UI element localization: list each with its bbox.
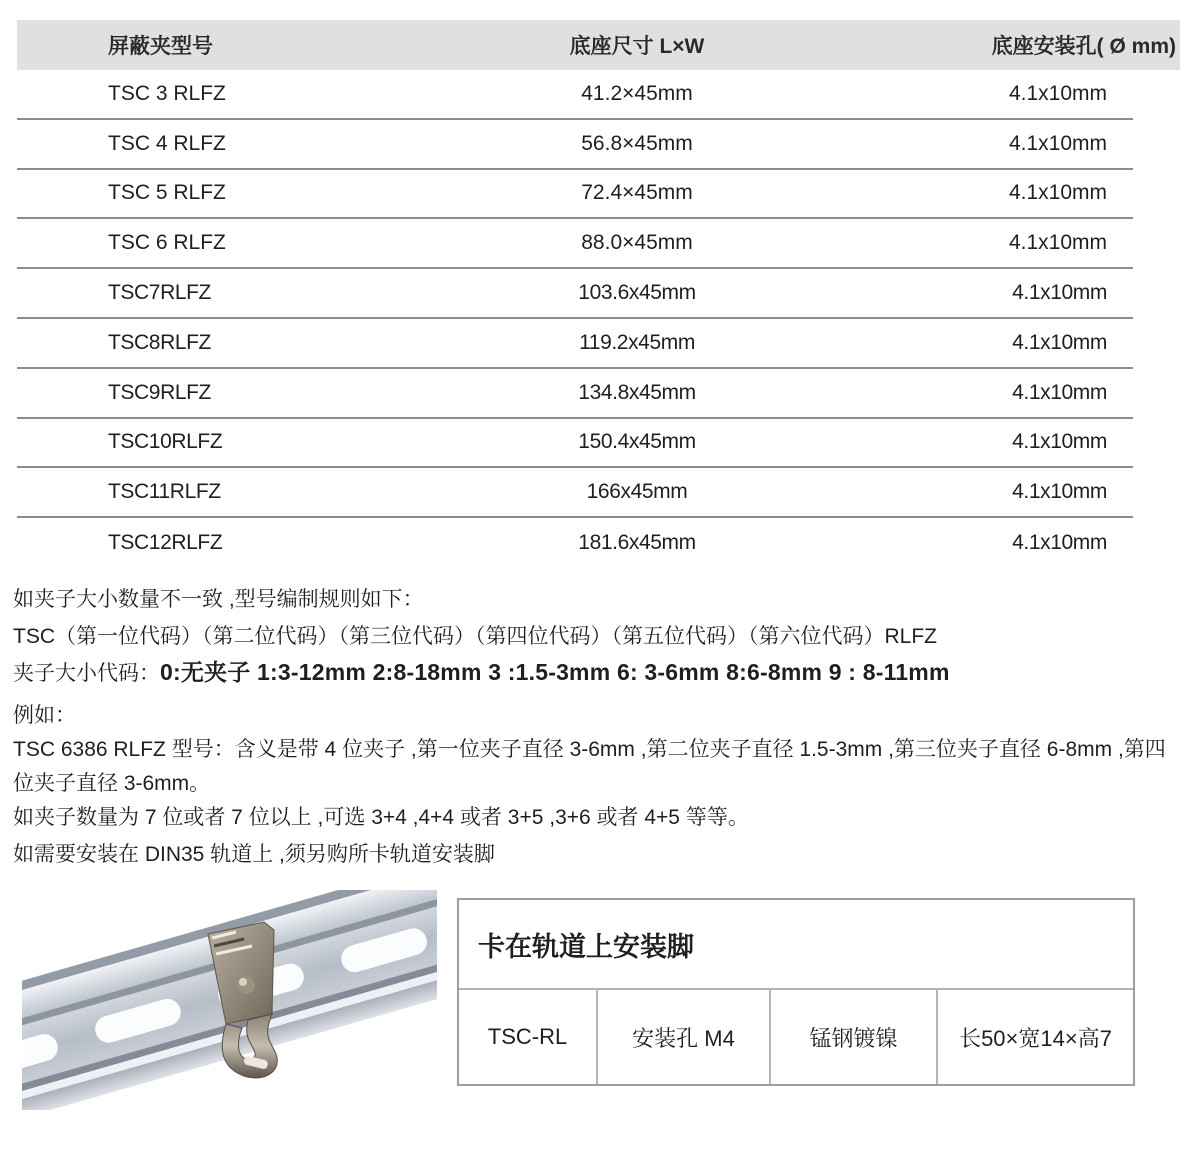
model-cell: TSC10RLFZ: [108, 430, 223, 454]
size-cell: 88.0×45mm: [581, 231, 693, 255]
rail-material-cell: 锰钢镀镍: [769, 990, 936, 1084]
model-cell: TSC12RLFZ: [108, 531, 223, 555]
size-cell: 119.2x45mm: [579, 330, 695, 354]
size-codes-label: 夹子大小代码：: [13, 662, 160, 685]
size-cell: 150.4x45mm: [578, 430, 696, 454]
rail-hole-cell: 安装孔 M4: [596, 990, 769, 1084]
hole-cell: 4.1x10mm: [1012, 330, 1107, 354]
header-size: 底座尺寸 L×W: [569, 35, 705, 58]
table-row: [17, 170, 1133, 220]
note-example-label: 例如：: [13, 704, 76, 727]
size-cell: 181.6x45mm: [578, 531, 696, 555]
model-cell: TSC11RLFZ: [108, 480, 221, 504]
hole-cell: 4.1x10mm: [1012, 281, 1107, 305]
spec-table-header: [17, 20, 1180, 70]
size-cell: 72.4×45mm: [581, 181, 693, 205]
table-row: [17, 518, 1133, 568]
model-cell: TSC8RLFZ: [108, 330, 211, 354]
table-row: [17, 70, 1133, 120]
model-cell: TSC 5 RLFZ: [108, 181, 226, 205]
table-row: [17, 120, 1133, 170]
model-cell: TSC 6 RLFZ: [108, 231, 226, 255]
table-row: [17, 269, 1133, 319]
hole-cell: 4.1x10mm: [1008, 181, 1107, 205]
hole-cell: 4.1x10mm: [1012, 480, 1107, 504]
din-rail-illustration: [22, 890, 437, 1110]
note-rule-intro: 如夹子大小数量不一致 ,型号编制规则如下：: [13, 588, 424, 611]
table-row: [17, 319, 1133, 369]
size-cell: 41.2×45mm: [581, 81, 693, 105]
size-codes-values: 0:无夹子 1:3-12mm 2:8-18mm 3 :1.5-3mm 6: 3-6mm 8:6-8mm 9 : 8-11mm: [160, 659, 950, 685]
note-quantity-rule: 如夹子数量为 7 位或者 7 位以上 ,可选 3+4 ,4+4 或者 3+5 ,3+6 或者 4+5 等等。: [13, 806, 749, 829]
table-row: [17, 219, 1133, 269]
note-example-line2: 位夹子直径 3-6mm。: [13, 772, 211, 795]
model-cell: TSC 3 RLFZ: [108, 81, 226, 105]
model-cell: TSC 4 RLFZ: [108, 131, 226, 155]
hole-cell: 4.1x10mm: [1008, 231, 1107, 255]
table-row: [17, 419, 1133, 469]
size-cell: 134.8x45mm: [578, 380, 696, 404]
note-din-rail: 如需要安装在 DIN35 轨道上 ,须另购所卡轨道安装脚: [13, 843, 495, 866]
table-row: [17, 369, 1133, 419]
size-cell: 166x45mm: [586, 480, 688, 504]
header-hole: 底座安装孔( Ø mm): [991, 35, 1176, 58]
rail-dimensions-cell: 长50×宽14×高7: [936, 990, 1133, 1084]
note-code-pattern: TSC（第一位代码）（第二位代码）（第三位代码）（第四位代码）（第五位代码）（第六位代码）RLFZ: [13, 625, 937, 648]
model-cell: TSC7RLFZ: [108, 281, 211, 305]
hole-cell: 4.1x10mm: [1008, 81, 1107, 105]
rail-foot-table: [457, 898, 1135, 1086]
header-model: 屏蔽夹型号: [108, 35, 213, 58]
size-cell: 56.8×45mm: [581, 131, 693, 155]
table-row: [17, 468, 1133, 518]
hole-cell: 4.1x10mm: [1012, 531, 1107, 555]
rail-table-row: [459, 990, 1133, 1084]
note-example-line1: TSC 6386 RLFZ 型号：含义是带 4 位夹子 ,第一位夹子直径 3-6mm ,第二位夹子直径 1.5-3mm ,第三位夹子直径 6-8mm ,第四: [13, 738, 1166, 761]
size-cell: 103.6x45mm: [578, 281, 696, 305]
model-cell: TSC9RLFZ: [108, 380, 211, 404]
hole-cell: 4.1x10mm: [1012, 430, 1107, 454]
spec-table-body: [17, 70, 1133, 568]
hole-cell: 4.1x10mm: [1012, 380, 1107, 404]
note-size-codes: [13, 654, 950, 687]
din-rail-clip-photo: [22, 890, 437, 1110]
hole-cell: 4.1x10mm: [1008, 131, 1107, 155]
rail-table-title: 卡在轨道上安装脚: [459, 900, 1133, 990]
rail-model-cell: TSC-RL: [487, 1024, 568, 1049]
